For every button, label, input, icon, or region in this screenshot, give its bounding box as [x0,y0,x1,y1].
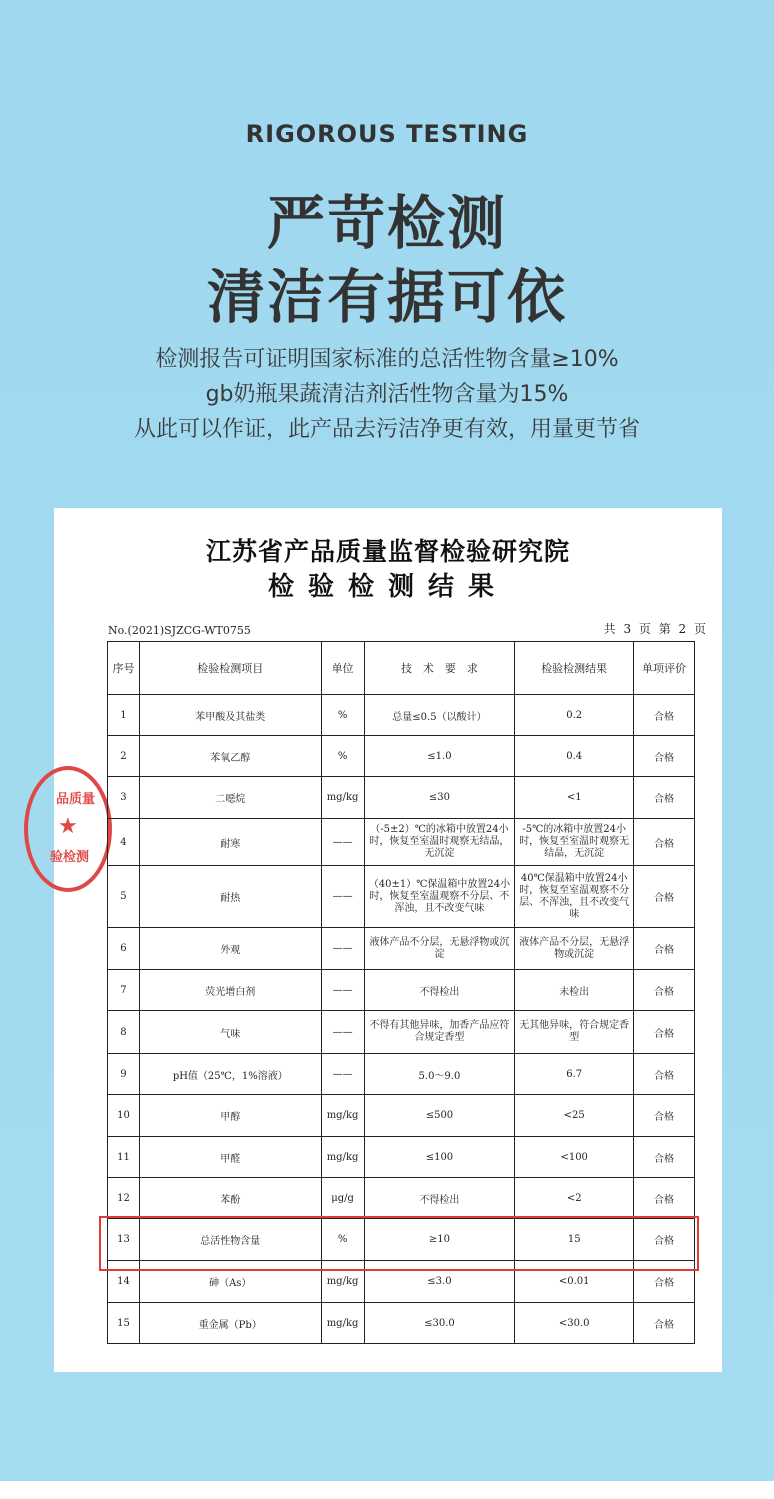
report-paper [50,508,722,1372]
table-header-row [108,642,695,695]
table-row [108,970,695,1011]
row-eval: 合格 [634,928,695,970]
row-result: 40℃保温箱中放置24小时，恢复至室温观察不分层、不浑浊，且不改变气味 [515,866,634,928]
row-result: <2 [515,1178,634,1219]
table-row [108,1137,695,1178]
row-eval: 合格 [634,777,695,819]
row-number: 12 [108,1178,140,1219]
row-eval: 合格 [634,736,695,777]
row-unit: —— [321,866,364,928]
col-header-item: 检验检测项目 [139,642,321,695]
row-spec: （40±1）℃保温箱中放置24小时，恢复至室温观察不分层、不浑浊，且不改变气味 [364,866,515,928]
row-spec: ≤3.0 [364,1261,515,1303]
row-number: 8 [108,1011,140,1054]
row-item: 甲醇 [139,1095,321,1137]
row-unit: —— [321,928,364,970]
row-eval: 合格 [634,1303,695,1344]
headline-line-1: 严苛检测 [266,189,507,257]
col-header-result: 检验检测结果 [515,642,634,695]
table-row [108,1095,695,1137]
row-spec: 液体产品不分层，无悬浮物或沉淀 [364,928,515,970]
section-eyebrow: RIGOROUS TESTING [245,120,529,148]
row-item: pH值（25℃，1%溶液） [139,1054,321,1095]
row-number: 15 [108,1303,140,1344]
seal-text-top: 品质量 [56,792,96,807]
row-item: 荧光增白剂 [139,970,321,1011]
row-unit: mg/kg [321,1303,364,1344]
row-unit: % [321,1219,364,1261]
bottom-band [0,1481,774,1499]
row-item: 甲醛 [139,1137,321,1178]
row-result: 0.4 [515,736,634,777]
table-row [108,736,695,777]
headline-line-2: 清洁有据可依 [206,263,567,331]
row-eval: 合格 [634,1178,695,1219]
row-result: 无其他异味，符合规定香型 [515,1011,634,1054]
row-eval: 合格 [634,1261,695,1303]
description-line-3: 从此可以作证，此产品去污洁净更有效，用量更节省 [133,417,640,442]
row-eval: 合格 [634,1095,695,1137]
table-row [108,1178,695,1219]
official-seal [24,766,112,892]
table-row [108,866,695,928]
row-result: <30.0 [515,1303,634,1344]
table-row [108,1011,695,1054]
row-unit: % [321,736,364,777]
row-item: 外观 [139,928,321,970]
table-row [108,928,695,970]
row-spec: ≤30.0 [364,1303,515,1344]
row-spec: 5.0～9.0 [364,1054,515,1095]
row-eval: 合格 [634,695,695,736]
row-number: 13 [108,1219,140,1261]
description-line-1: 检测报告可证明国家标准的总活性物含量≥10% [155,347,619,372]
row-spec: ≤1.0 [364,736,515,777]
description-line-2: gb奶瓶果蔬清洁剂活性物含量为15% [205,382,569,407]
row-number: 5 [108,866,140,928]
row-eval: 合格 [634,819,695,866]
row-eval: 合格 [634,1137,695,1178]
row-result: 未检出 [515,970,634,1011]
institute-name: 江苏省产品质量监督检验研究院 [205,537,570,566]
row-item: 重金属（Pb） [139,1303,321,1344]
row-result: 6.7 [515,1054,634,1095]
row-result: <100 [515,1137,634,1178]
row-number: 14 [108,1261,140,1303]
row-spec: 不得检出 [364,1178,515,1219]
row-result: <25 [515,1095,634,1137]
row-result: <0.01 [515,1261,634,1303]
row-spec: 不得有其他异味，加香产品应符合规定香型 [364,1011,515,1054]
row-spec: ≤500 [364,1095,515,1137]
row-unit: —— [321,970,364,1011]
row-spec: （-5±2）℃的冰箱中放置24小时，恢复至室温时观察无结晶，无沉淀 [364,819,515,866]
row-spec: 不得检出 [364,970,515,1011]
col-header-spec: 技 术 要 求 [364,642,515,695]
row-item: 苯甲酸及其盐类 [139,695,321,736]
row-number: 7 [108,970,140,1011]
table-row [108,819,695,866]
row-item: 耐寒 [139,819,321,866]
row-eval: 合格 [634,1054,695,1095]
page-info: 共 3 页 第 2 页 [603,622,708,636]
row-result: 液体产品不分层，无悬浮物或沉淀 [515,928,634,970]
row-item: 耐热 [139,866,321,928]
seal-text-bottom: 验检测 [50,850,90,865]
row-eval: 合格 [634,970,695,1011]
row-unit: % [321,695,364,736]
row-unit: —— [321,1054,364,1095]
row-result: -5℃的冰箱中放置24小时，恢复至室温时观察无结晶，无沉淀 [515,819,634,866]
row-number: 6 [108,928,140,970]
row-number: 1 [108,695,140,736]
table-row [108,777,695,819]
row-item: 气味 [139,1011,321,1054]
row-number: 9 [108,1054,140,1095]
table-row [108,695,695,736]
row-spec: ≥10 [364,1219,515,1261]
row-number: 11 [108,1137,140,1178]
row-item: 二噁烷 [139,777,321,819]
row-spec: ≤100 [364,1137,515,1178]
row-unit: —— [321,1011,364,1054]
row-unit: mg/kg [321,777,364,819]
col-header-unit: 单位 [321,642,364,695]
row-result: 0.2 [515,695,634,736]
document-number: No.(2021)SJZCG-WT0755 [108,624,251,637]
row-result: 15 [515,1219,634,1261]
row-unit: —— [321,819,364,866]
row-item: 总活性物含量 [139,1219,321,1261]
row-eval: 合格 [634,866,695,928]
row-spec: ≤30 [364,777,515,819]
table-row [108,1303,695,1344]
row-item: 苯氧乙醇 [139,736,321,777]
row-item: 砷（As） [139,1261,321,1303]
row-unit: mg/kg [321,1261,364,1303]
row-eval: 合格 [634,1011,695,1054]
col-header-eval: 单项评价 [634,642,695,695]
row-number: 3 [108,777,140,819]
row-unit: mg/kg [321,1137,364,1178]
row-unit: μg/g [321,1178,364,1219]
row-result: <1 [515,777,634,819]
row-number: 2 [108,736,140,777]
row-spec: 总量≤0.5（以酸计） [364,695,515,736]
seal-star-icon: ★ [58,814,78,839]
table-row [108,1054,695,1095]
col-header-no: 序号 [108,642,140,695]
row-unit: mg/kg [321,1095,364,1137]
row-item: 苯酚 [139,1178,321,1219]
highlight-box-row-13 [99,1216,699,1271]
row-number: 10 [108,1095,140,1137]
report-title: 检验检测结果 [267,572,508,602]
row-eval: 合格 [634,1219,695,1261]
row-number: 4 [108,819,140,866]
